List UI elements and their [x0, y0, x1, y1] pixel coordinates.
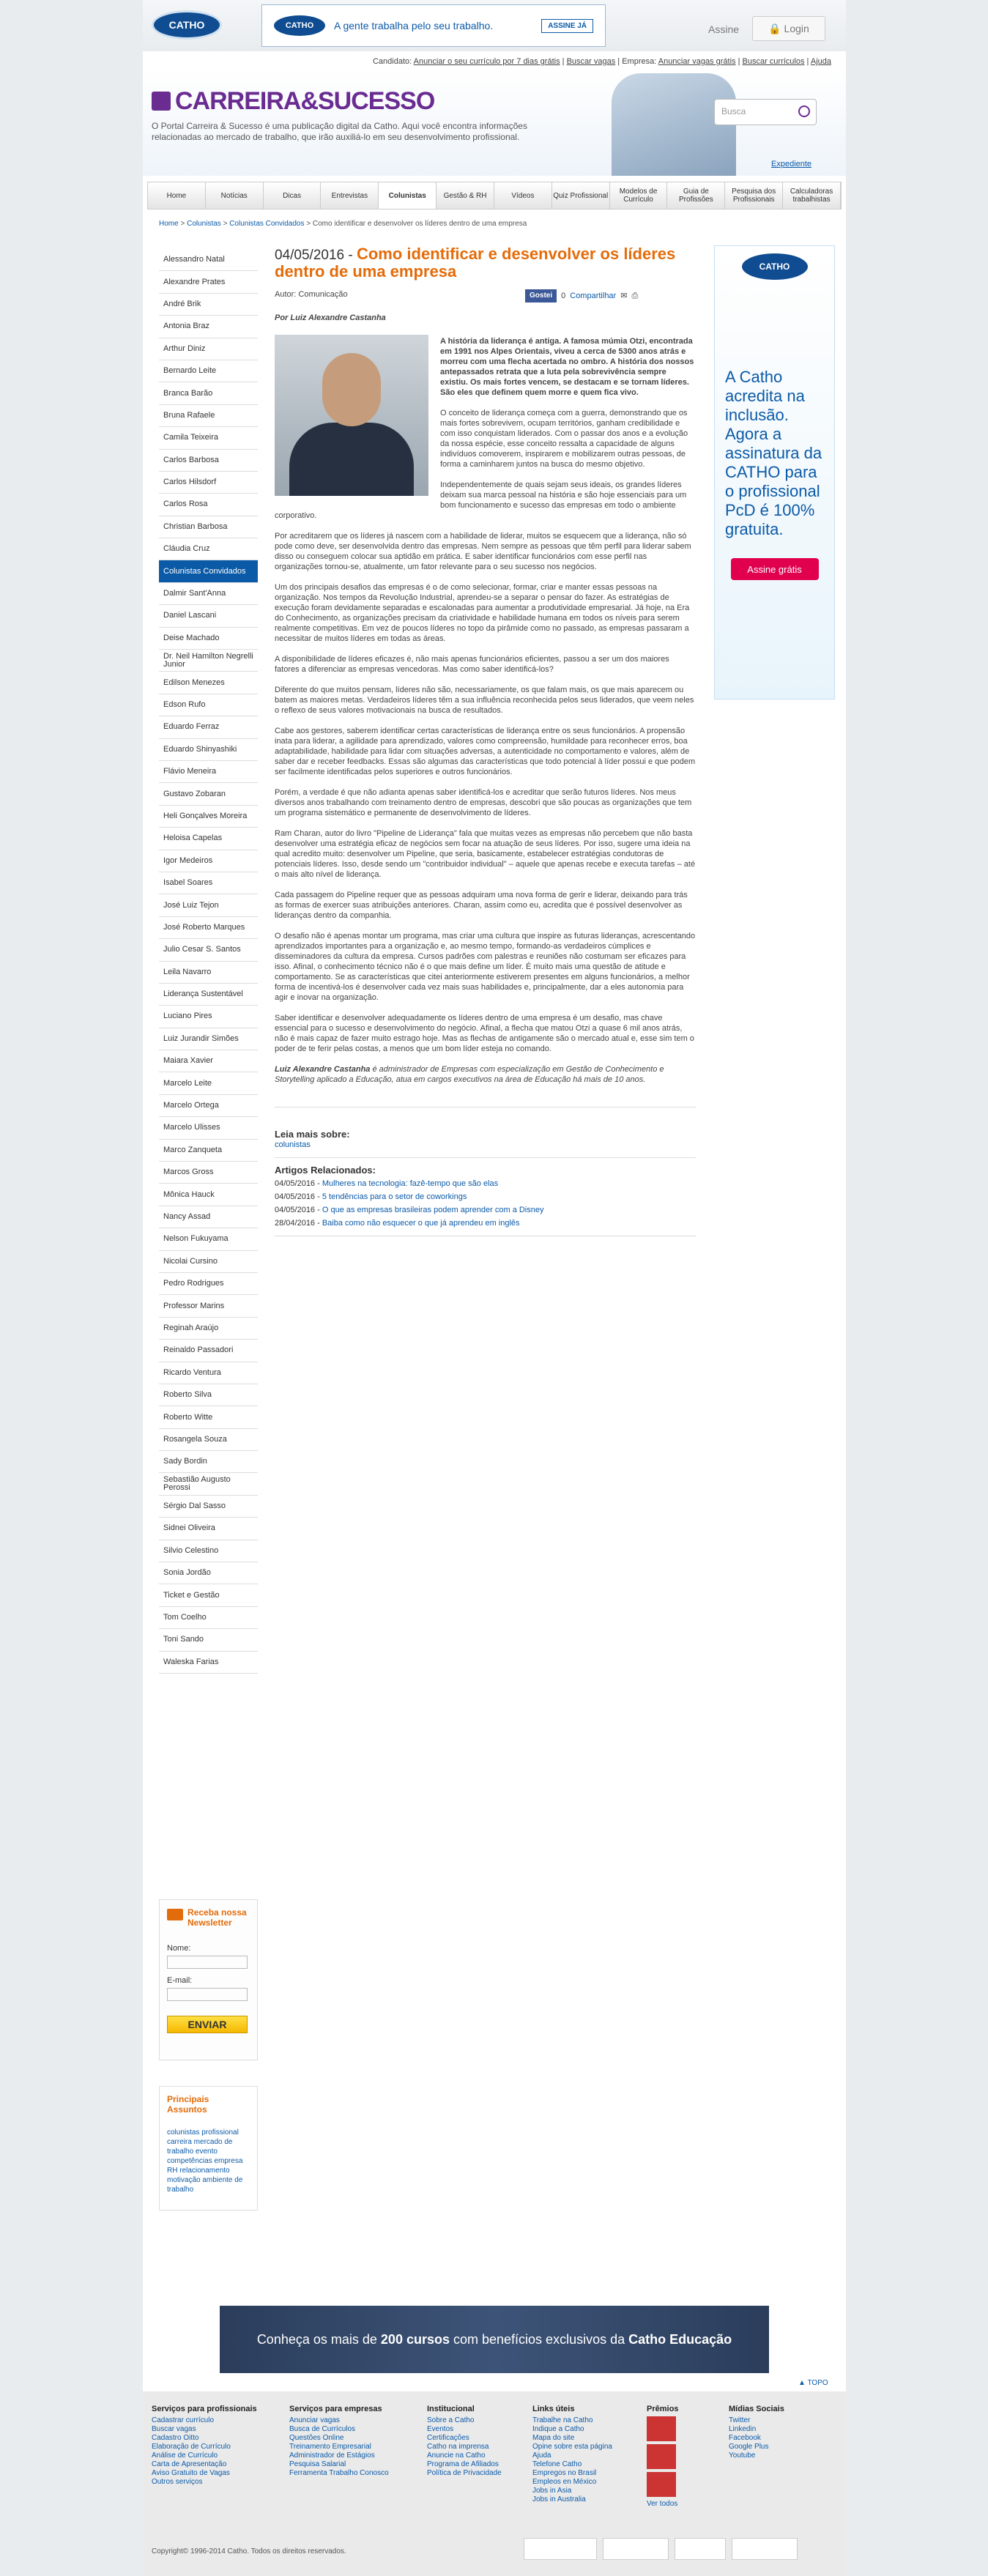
footer-link[interactable]: Opine sobre esta página [532, 2443, 612, 2451]
article-paragraph: O desafio não é apenas montar um programa, mas criar uma cultura que inspire as futuras lideranças, acrescentando aprendizados importantes para a organização e, ao mesmo tempo, formando-as verdadeiros cúmplices e disseminadores da cultura da empresa. Cursos padrões com palestras e reuniões não costumam ser eficazes para isso. Afinal, o conhecimento técnico não é o que mais define um líder. É muito mais uma questão de atitude e comportamento. Se as características que citei anteriormente estiverem presentes em alguns funcionários, a melhor forma de incentivá-los é desenvolver cada vez mais suas habilidades e, principalmente, dar a eles autonomia para agir e inovar na organização. [275, 932, 696, 1002]
principais-title: Principais Assuntos [167, 2094, 209, 2115]
nav-quiz[interactable]: Quiz Profissional [552, 182, 610, 209]
sidebar-item[interactable]: Luiz Jurandir Simões [159, 1028, 258, 1050]
sidebar-item[interactable]: Reinaldo Passadori [159, 1340, 258, 1362]
article-paragraph: Por acreditarem que os líderes já nascem com a habilidade de liderar, muitos se esquecem que a liderança, não só pode como deve, ser desenvolvida dentro das empresas. Nem sempre as pessoas que têm perfil para liderar sabem disso ou conseguem colocar sua aptidão em prática. E saber identificar funcionários com esse perfil nas organizações tornou-se, atualmente, um fator relevante para o seu sucesso nos negócios. [275, 532, 691, 571]
author-photo [275, 335, 428, 496]
newsletter-title: Receba nossa Newsletter [167, 1907, 250, 1928]
sidebar-item[interactable]: Alexandre Prates [159, 271, 258, 293]
sidebar-item[interactable]: Tom Coelho [159, 1607, 258, 1629]
buscar-vagas-link[interactable]: Buscar vagas [566, 57, 616, 66]
assine-link[interactable]: Assine [708, 23, 740, 35]
main-nav [147, 182, 842, 209]
sidebar-item[interactable]: Roberto Witte [159, 1406, 258, 1428]
footer-link[interactable]: Aviso Gratuito de Vagas [152, 2469, 230, 2477]
footer-link[interactable]: Anuncie na Catho [427, 2451, 486, 2460]
article-paragraph: Um dos principais desafios das empresas é o de como selecionar, formar, criar e manter essas pessoas na organização. Nos tempos da Revolução Industrial, aprendeu-se a separar o pensar do fazer. As estratégias de execução foram devidamente separadas e escalonadas para aumentar a produtividade empresarial. Já hoje, na Era do Conhecimento, as organizações precisam da criatividade e habilidade humana em todos os níveis para serem realmente competitivas. Em vez de poucos líderes no topo da pirâmide como no passado, as empresas passaram a necessitar de muitos líderes em todas as áreas. [275, 583, 690, 643]
side-ad[interactable] [714, 245, 835, 699]
related-link[interactable]: O que as empresas brasileiras podem aprender com a Disney [322, 1206, 544, 1214]
ad-button[interactable]: Assine grátis [731, 558, 819, 580]
banner-logo: CATHO [274, 15, 325, 36]
ad-logo: CATHO [742, 253, 808, 280]
brand-title[interactable]: CARREIRA&SUCESSO [152, 87, 434, 116]
footer-column-title: Mídias Sociais [729, 2405, 784, 2413]
nav-calculadoras[interactable]: Calculadoras trabalhistas [783, 182, 841, 209]
sidebar-item[interactable]: Alessandro Natal [159, 249, 258, 271]
banner-slogan: A gente trabalha pelo seu trabalho. [334, 20, 494, 31]
article-paragraph: Cabe aos gestores, saberem identificar certas características de liderança entre os seus funcionários. A propensão inata para liderar, a agilidade para aprendizado, valores como compreensão, humildade para reconhecer erros, boa adaptabilidade, habilidade para lidar com situações adversas, a autenticidade no comportamento e valores, além de saber dar e receber feedbacks. Essas são algumas das características que todo potencial à líder possui e que podem ser facilmente identificadas pelos superiores e outros funcionários. [275, 727, 696, 776]
sidebar-item[interactable]: Deise Machado [159, 628, 258, 650]
sidebar-item[interactable]: Nicolai Cursino [159, 1251, 258, 1273]
award-badge [647, 2472, 676, 2497]
article-lead: A história da liderança é antiga. A famosa múmia Otzi, encontrada em 1991 nos Alpes Orientais, viveu a cerca de 5300 anos atrás e morreu com uma flecha acertada no ombro. A história dos nossos antepassados retrata que a luta pela sobrevivência sempre existiu. Os mais fortes vencem, se destacam e se tornam líderes. São eles que definem quem morre e quem fica vivo. [440, 337, 694, 397]
footer [143, 2391, 846, 2576]
footer-link[interactable]: Busca de Currículos [289, 2425, 356, 2433]
newsletter-box [159, 1899, 258, 2060]
security-seals [524, 2538, 798, 2560]
sidebar-item[interactable]: Nancy Assad [159, 1206, 258, 1228]
nav-home[interactable]: Home [148, 182, 206, 209]
sidebar-item[interactable]: Professor Marins [159, 1295, 258, 1317]
footer-column-title: Serviços para profissionais [152, 2405, 257, 2413]
expediente-link[interactable]: Expediente [771, 160, 812, 168]
catho-logo[interactable]: CATHO [152, 10, 222, 40]
footer-link[interactable]: Empregos no Brasil [532, 2469, 597, 2477]
sidebar-item[interactable]: Leila Navarro [159, 962, 258, 984]
footer-link[interactable]: Outros serviços [152, 2478, 203, 2486]
sidebar-item[interactable]: Carlos Rosa [159, 494, 258, 516]
email-icon[interactable]: ✉ [620, 292, 628, 300]
sidebar-item[interactable]: Isabel Soares [159, 872, 258, 894]
footer-link[interactable]: Questões Online [289, 2434, 344, 2442]
buscar-curriculos-link[interactable]: Buscar currículos [742, 57, 805, 66]
sidebar-item[interactable]: Flávio Meneira [159, 761, 258, 783]
nav-pesquisa[interactable]: Pesquisa dos Profissionais [725, 182, 783, 209]
nav-videos[interactable]: Vídeos [494, 182, 552, 209]
sidebar-item[interactable]: Camila Teixeira [159, 427, 258, 449]
sidebar-item[interactable]: José Luiz Tejon [159, 894, 258, 916]
email-label: E-mail: [167, 1976, 193, 1985]
article-paragraph: Ram Charan, autor do livro "Pipeline de Liderança" fala que muitas vezes as empresas não percebem que não basta desenvolver uma estratégia eficaz de negócios sem focar na atuação de seus líderes. Por isso, sugere uma ideia na qual acredito muito: desenvolver um Pipeline, que seria, basicamente, estabelecer estratégias condutoras de potenciais líderes. Isso, desde sendo um "contribuidor individual" – aquele que apenas recebe e executa tarefas – até o mais alto nível de liderança. [275, 829, 696, 879]
seal-4 [732, 2538, 798, 2560]
sidebar-item[interactable]: Julio Cesar S. Santos [159, 939, 258, 961]
sidebar-item[interactable]: André Brik [159, 294, 258, 316]
login-button[interactable]: 🔒 Login [752, 16, 825, 41]
footer-link[interactable]: Ver todos [647, 2500, 678, 2508]
award-badge [647, 2416, 676, 2441]
site-description: O Portal Carreira & Sucesso é uma publicação digital da Catho. Aqui você encontra informações relacionadas ao mercado de trabalho, que irão auxiliá-lo em seu desenvolvimento profissional. [152, 121, 527, 142]
footer-link[interactable]: Jobs in Asia [532, 2487, 572, 2495]
sidebar-item[interactable]: Edilson Menezes [159, 672, 258, 694]
print-icon[interactable]: ⎙ [631, 292, 639, 300]
top-banner[interactable] [261, 4, 606, 47]
article-meta [275, 289, 696, 304]
article-date: 04/05/2016 - [275, 248, 357, 263]
sidebar-item[interactable]: Dr. Neil Hamilton Negrelli Junior [159, 650, 258, 672]
crumb-home[interactable]: Home [159, 220, 179, 228]
footer-link[interactable]: Google Plus [729, 2443, 769, 2451]
related-item: 04/05/2016 - Mulheres na tecnologia: fazê-tempo que são elas [275, 1179, 499, 1188]
footer-link[interactable]: Elaboração de Currículo [152, 2443, 231, 2451]
nav-noticias[interactable]: Notícias [206, 182, 264, 209]
sidebar-item[interactable]: Bernardo Leite [159, 360, 258, 382]
nav-entrevistas[interactable]: Entrevistas [321, 182, 379, 209]
anunciar-curriculo-link[interactable]: Anunciar o seu currículo por 7 dias grátis [413, 57, 560, 66]
sidebar-item[interactable]: Ticket e Gestão [159, 1584, 258, 1606]
sidebar-item[interactable]: Nelson Fukuyama [159, 1228, 258, 1250]
footer-link[interactable]: Twitter [729, 2416, 751, 2424]
sidebar-item[interactable]: Marcelo Leite [159, 1072, 258, 1094]
top-links: Candidato: Anunciar o seu currículo por 7 dias grátis | Buscar vagas | Empresa: Anunciar vagas grátis | Buscar currículos | Ajuda [372, 57, 831, 66]
lock-icon: 🔒 [768, 22, 784, 34]
leia-mais-title: Leia mais sobre: [275, 1129, 350, 1140]
sidebar-item[interactable]: Arthur Diniz [159, 338, 258, 360]
footer-column-title: Links úteis [532, 2405, 575, 2413]
footer-link[interactable]: Certificações [427, 2434, 469, 2442]
footer-column-title: Prêmios [647, 2405, 679, 2413]
related-list [275, 1178, 696, 1228]
ajuda-link[interactable]: Ajuda [810, 57, 831, 66]
article-paragraph: Cada passagem do Pipeline requer que as pessoas adquiram uma nova forma de gerir e liderar, deixando para trás as formas de exercer suas atribuições anteriores. Charan, assim como eu, acredita que é possível desenvolver as lideranças dentro da companhia. [275, 891, 688, 920]
sidebar-item[interactable]: Rosangela Souza [159, 1429, 258, 1451]
crumb-current: Como identificar e desenvolver os líderes dentro de uma empresa [312, 220, 527, 228]
sidebar-item[interactable]: Ricardo Ventura [159, 1362, 258, 1384]
article-byline: Por Luiz Alexandre Castanha [275, 313, 386, 322]
sidebar-item[interactable]: Sebastião Augusto Perossi [159, 1473, 258, 1495]
mail-icon [167, 1909, 183, 1920]
leia-mais-tag[interactable]: colunistas [275, 1140, 311, 1149]
sidebar-item[interactable]: Marcelo Ulisses [159, 1117, 258, 1139]
footer-link[interactable]: Pesquisa Salarial [289, 2460, 346, 2468]
tag-cloud[interactable]: colunistas profissional carreira mercado de trabalho evento competências empresa RH relacionamento motivação ambiente de trabalho [167, 2128, 243, 2194]
footer-link[interactable]: Facebook [729, 2434, 761, 2442]
footer-link[interactable]: Ajuda [532, 2451, 551, 2460]
search-input[interactable]: Busca [714, 99, 817, 125]
related-link[interactable]: Mulheres na tecnologia: fazê-tempo que são elas [322, 1179, 499, 1188]
sidebar-item[interactable]: Dalmir Sant'Anna [159, 583, 258, 605]
ad-text: A Catho acredita na inclusão. Agora a assinatura da CATHO para o profissional PcD é 100% gratuita. [725, 368, 822, 538]
sidebar-item[interactable]: Gustavo Zobaran [159, 783, 258, 805]
nav-modelos-curriculo[interactable]: Modelos de Currículo [610, 182, 668, 209]
sidebar-item[interactable]: Branca Barão [159, 382, 258, 404]
anunciar-vagas-link[interactable]: Anunciar vagas grátis [658, 57, 736, 66]
nav-guia-profissoes[interactable]: Guia de Profissões [667, 182, 725, 209]
footer-link[interactable]: Trabalhe na Catho [532, 2416, 593, 2424]
footer-link[interactable]: Buscar vagas [152, 2425, 196, 2433]
bottom-banner[interactable]: Conheça os mais de 200 cursos com benefícios exclusivos da Catho Educação [220, 2306, 769, 2373]
search-icon[interactable] [798, 105, 810, 117]
footer-column-title: Institucional [427, 2405, 475, 2413]
sidebar-item[interactable]: Bruna Rafaele [159, 405, 258, 427]
sidebar-item[interactable]: Sérgio Dal Sasso [159, 1496, 258, 1518]
footer-column [289, 2405, 389, 2478]
sidebar-item[interactable]: Carlos Barbosa [159, 450, 258, 472]
footer-link[interactable]: Carta de Apresentação [152, 2460, 227, 2468]
sidebar-item[interactable]: Mônica Hauck [159, 1184, 258, 1206]
sidebar-item[interactable]: Marco Zanqueta [159, 1140, 258, 1162]
sidebar-item[interactable]: Waleska Farias [159, 1652, 258, 1674]
seal-1 [524, 2538, 597, 2560]
seal-3 [675, 2538, 726, 2560]
footer-column [647, 2405, 680, 2509]
sidebar-item[interactable]: Liderança Sustentável [159, 984, 258, 1006]
footer-link[interactable]: Mapa do site [532, 2434, 575, 2442]
newsletter-name-input[interactable] [167, 1956, 248, 1969]
author-bio: Luiz Alexandre Castanha é administrador de Empresas com especialização em Gestão de Conhecimento e Storytelling aplicado a Educação, atua em cargos executivos na área de Educação há mais de 10 anos. [275, 1065, 664, 1084]
footer-link[interactable]: Indique a Catho [532, 2425, 584, 2433]
newsletter-submit-button[interactable]: ENVIAR [167, 2016, 248, 2033]
article-paragraph: Diferente do que muitos pensam, líderes não são, necessariamente, os que falam mais, os que mais aparecem ou batem as maiores metas. Verdadeiros líderes têm a sua influência reconhecida pelos seus liderados, que veem neles o reflexo de seus valores motivacionais na busca de resultados. [275, 686, 694, 715]
footer-link[interactable]: Cadastro Oitto [152, 2434, 199, 2442]
facebook-like-button[interactable]: Gostei [525, 289, 557, 302]
sidebar-item[interactable]: Sady Bordin [159, 1451, 258, 1473]
footer-link[interactable]: Youtube [729, 2451, 756, 2460]
footer-link[interactable]: Jobs in Australia [532, 2495, 586, 2503]
footer-link[interactable]: Linkedin [729, 2425, 757, 2433]
article [275, 245, 696, 1236]
article-body [275, 408, 696, 1054]
sidebar-item[interactable]: Christian Barbosa [159, 516, 258, 538]
sidebar-item[interactable]: Carlos Hilsdorf [159, 472, 258, 494]
share-count: 0 [561, 292, 566, 300]
sidebar-item[interactable]: José Roberto Marques [159, 917, 258, 939]
related-link[interactable]: 5 tendências para o setor de coworkings [322, 1192, 467, 1201]
nav-colunistas[interactable]: Colunistas [379, 182, 437, 209]
copyright: Copyright© 1996-2014 Catho. Todos os direitos reservados. [152, 2547, 346, 2555]
related-link[interactable]: Baiba como não esquecer o que já aprendeu em inglês [322, 1219, 520, 1228]
name-label: Nome: [167, 1944, 191, 1953]
sidebar-item[interactable]: Silvio Celestino [159, 1540, 258, 1562]
columnist-sidebar [159, 249, 258, 1674]
sidebar-item[interactable]: Sidnei Oliveira [159, 1518, 258, 1540]
footer-link[interactable]: Programa de Afiliados [427, 2460, 499, 2468]
footer-link[interactable]: Administrador de Estágios [289, 2451, 375, 2460]
footer-column [729, 2405, 784, 2460]
back-to-top-link[interactable]: ▲ TOPO [798, 2379, 828, 2387]
footer-link[interactable]: Eventos [427, 2425, 454, 2433]
sidebar-item[interactable]: Pedro Rodrigues [159, 1273, 258, 1295]
article-paragraph: Independentemente de quais sejam seus ideais, os grandes líderes deixam sua marca pessoal na história e são hoje essenciais para um bom funcionamento e sucesso das empresas em todo o ambiente corporativo. [275, 480, 687, 520]
breadcrumb: Home > Colunistas > Colunistas Convidados > Como identificar e desenvolver os líderes dentro de uma empresa [159, 220, 527, 228]
footer-link[interactable]: Ferramenta Trabalho Conosco [289, 2469, 389, 2477]
header [143, 70, 846, 176]
footer-column [532, 2405, 612, 2504]
sidebar-item[interactable]: Roberto Silva [159, 1384, 258, 1406]
footer-column-title: Serviços para empresas [289, 2405, 382, 2413]
footer-link[interactable]: Análise de Currículo [152, 2451, 218, 2460]
crumb-convidados[interactable]: Colunistas Convidados [229, 220, 305, 228]
author-meta: Autor: Comunicação [275, 290, 348, 299]
related-title: Artigos Relacionados: [275, 1165, 376, 1176]
nav-dicas[interactable]: Dicas [264, 182, 322, 209]
sidebar-item[interactable]: Maiara Xavier [159, 1050, 258, 1072]
award-badge [647, 2444, 676, 2469]
footer-link[interactable]: Catho na imprensa [427, 2443, 489, 2451]
seal-2 [603, 2538, 669, 2560]
sidebar-item[interactable]: Cláudia Cruz [159, 538, 258, 560]
footer-link[interactable]: Anunciar vagas [289, 2416, 340, 2424]
principais-assuntos [159, 2086, 258, 2211]
footer-link[interactable]: Empleos en México [532, 2478, 597, 2486]
sidebar-item[interactable]: Colunistas Convidados [159, 560, 258, 582]
article-paragraph: Porém, a verdade é que não adianta apenas saber identificá-los e acreditar que serão futuros líderes. Nos meus diversos anos trabalhando com treinamento dentro de empresas, descobri que são poucas as organizações que tem um programa sistemático e permanente de desenvolvimento de líderes. [275, 788, 692, 817]
sidebar-item[interactable]: Eduardo Shinyashiki [159, 739, 258, 761]
sidebar-item[interactable]: Toni Sando [159, 1629, 258, 1651]
article-title: Como identificar e desenvolver os líderes dentro de uma empresa [275, 245, 676, 281]
sidebar-item[interactable]: Sonia Jordão [159, 1562, 258, 1584]
sidebar-item[interactable]: Igor Medeiros [159, 850, 258, 872]
footer-link[interactable]: Política de Privacidade [427, 2469, 502, 2477]
sidebar-item[interactable]: Daniel Lascani [159, 605, 258, 627]
sidebar-item[interactable]: Luciano Pires [159, 1006, 258, 1028]
share-bar [525, 289, 638, 302]
page [143, 0, 846, 2576]
article-paragraph: A disponibilidade de líderes eficazes é, não mais apenas funcionários eficientes, passou a ser um dos maiores fatores a diferenciar as empresas vencedoras. Mas como saber identificá-los? [275, 655, 669, 674]
briefcase-icon [152, 92, 171, 111]
banner-cta[interactable]: ASSINE JÁ [541, 19, 593, 33]
sidebar-item[interactable]: Marcos Gross [159, 1162, 258, 1184]
footer-link[interactable]: Telefone Catho [532, 2460, 582, 2468]
footer-link[interactable]: Sobre a Catho [427, 2416, 475, 2424]
footer-column [152, 2405, 257, 2487]
footer-column [427, 2405, 502, 2478]
related-item: 04/05/2016 - O que as empresas brasileiras podem aprender com a Disney [275, 1206, 544, 1214]
newsletter-email-input[interactable] [167, 1988, 248, 2001]
footer-link[interactable]: Treinamento Empresarial [289, 2443, 371, 2451]
sidebar-item[interactable]: Antonia Braz [159, 316, 258, 338]
related-item: 04/05/2016 - 5 tendências para o setor de coworkings [275, 1192, 467, 1201]
sidebar-item[interactable]: Marcelo Ortega [159, 1095, 258, 1117]
sidebar-item[interactable]: Edson Rufo [159, 694, 258, 716]
sidebar-item[interactable]: Heli Gonçalves Moreira [159, 806, 258, 828]
sidebar-item[interactable]: Reginah Araújo [159, 1318, 258, 1340]
sidebar-item[interactable]: Eduardo Ferraz [159, 716, 258, 738]
crumb-colunistas[interactable]: Colunistas [187, 220, 221, 228]
related-item: 28/04/2016 - Baiba como não esquecer o que já aprendeu em inglês [275, 1219, 520, 1228]
sidebar-item[interactable]: Heloisa Capelas [159, 828, 258, 850]
nav-gestao-rh[interactable]: Gestão & RH [437, 182, 494, 209]
article-paragraph: Saber identificar e desenvolver adequadamente os líderes dentro de uma empresa é um desafio, mas chave essencial para o sucesso e desenvolvimento do negócio. Afinal, a flecha que matou Otzi a quase 6 mil anos atrás, não é mais capaz de fazer muito estrago hoje. Mas as flechas de antigamente são o mercado atual e, esse sim tem o poder de te ferir pelas costas, a menos que um bom líder esteja no comando. [275, 1014, 694, 1053]
article-paragraph: O conceito de liderança começa com a guerra, demonstrando que os mais fortes sobrevivem, ocupam territórios, ganham credibilidade e com isso conquistam liderados. Com o passar dos anos e a evolução da nossa espécie, esse conceito ressalta a capacidade de alguns indivíduos comoverem, inspirarem e mobilizarem outras pessoas, de forma a caminharem juntos na busca do mesmo objetivo. [440, 409, 688, 469]
share-link[interactable]: Compartilhar [570, 292, 617, 300]
footer-link[interactable]: Cadastrar currículo [152, 2416, 215, 2424]
